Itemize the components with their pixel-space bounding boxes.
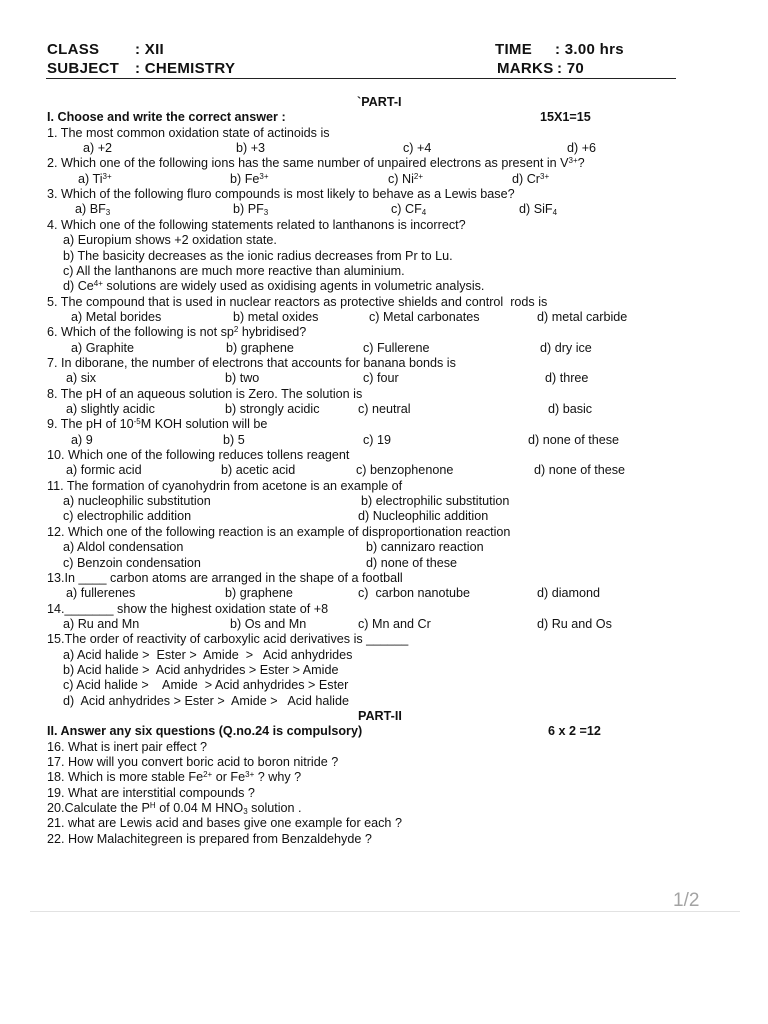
text-segment: c) Metal carbonates [369,309,480,324]
time-label: TIME [495,41,533,58]
text-segment: 21. what are Lewis acid and bases give one example for each ? [47,816,402,831]
text-segment: 3. Which of the following fluro compounds is most likely to behave as a Lewis base? [47,187,515,202]
text-line [0,187,768,202]
text-line [0,156,768,171]
text-segment: c) electrophilic addition [63,509,192,524]
text-segment: c) $CF_4$ [391,202,427,218]
text-segment: d) SiF$_4$ [519,202,558,218]
text-segment: a) formic acid [66,463,142,478]
text-line [0,786,768,801]
text-segment: a) Acid halide > Ester > Amide > Acid anhydrides [63,647,353,662]
text-segment: a) Graphite [71,340,134,355]
text-segment: 18. Which is more stable $Fe^{2+}$ or $Fe^{3+}$ ? why ? [47,770,302,785]
text-line [0,525,768,540]
text-segment: a) $Ti^{3+}$ [78,171,112,186]
text-segment: 17. How will you convert boric acid to boron nitride ? [47,755,339,769]
text-segment: a) Aldol condensation [63,540,184,555]
text-segment: d) dry ice [540,340,592,355]
text-segment: b) $Fe^{3+}$ [230,171,269,186]
text-line [0,571,768,586]
page-divider [30,911,740,912]
text-segment: 8. The pH of an aqueous solution is Zero. The solution is [47,386,363,401]
text-segment: 14._______ show the highest oxidation state of +8 [47,601,329,616]
text-segment: 7. In diborane, the number of electrons that accounts for banana bonds is [47,355,456,370]
text-segment: c) benzophenone [356,463,454,478]
text-line [0,341,768,356]
text-line [0,540,768,555]
text-line [0,141,768,156]
text-line [0,678,768,693]
text-line [0,172,768,187]
text-segment: b) cannizaro reaction [366,540,484,555]
text-segment: 19. What are interstitial compounds ? [47,785,255,800]
class-value: : XII [135,41,165,58]
text-segment: c) four [363,371,399,386]
text-line [0,233,768,248]
text-segment: 4. Which one of the following statements related to lanthanons is incorrect? [47,217,466,232]
marks-label: MARKS [497,60,554,77]
text-segment: b) $PF_3$ [233,202,269,218]
text-segment: d) diamond [537,586,601,601]
text-line [0,402,768,417]
text-segment: b) graphene [225,586,293,601]
text-segment: 20.Calculate the $P^H$ of 0.04 M $HNO_3$ solution . [47,801,302,817]
text-line [0,110,768,125]
text-segment: c) $Ni^{2+}$ [388,171,424,186]
text-line [0,463,768,478]
text-segment: c) Fullerene [363,340,430,355]
text-segment: a) slightly acidic [66,402,155,416]
subject-value: : CHEMISTRY [135,60,236,77]
text-segment: d) none of these [528,432,620,447]
text-segment: I. Choose and write the correct answer : [47,110,286,125]
text-segment: b) Os and Mn [230,616,307,631]
text-line [0,310,768,325]
text-line [0,724,768,739]
text-line [0,755,768,770]
text-segment: a) Europium shows +2 oxidation state. [63,233,277,248]
text-segment: a) six [66,371,97,386]
text-segment: PART-II [358,709,402,723]
text-segment: b) The basicity decreases as the ionic radius decreases from Pr to Lu. [63,248,453,263]
time-value: : 3.00 hrs [555,41,624,58]
text-segment: 9. The pH of $10^{-5}M$ KOH solution will be [47,417,268,432]
class-label: CLASS [47,41,100,58]
text-segment: c) Benzoin condensation [63,555,201,570]
page-indicator: 1/2 [673,890,700,911]
text-segment: c) All the lanthanons are much more reactive than aluminium. [63,263,405,278]
text-segment: d) three [545,371,589,386]
text-line [0,770,768,785]
text-segment: c) 19 [363,432,391,447]
text-segment: a) nucleophilic substitution [63,494,211,509]
header-rule [46,78,676,79]
text-segment: d) +6 [567,141,597,156]
text-segment: a) +2 [83,141,113,156]
text-segment: 15X1=15 [540,110,591,125]
text-segment: b) 5 [223,432,245,447]
text-segment: `PART-I [357,95,402,109]
text-line [0,249,768,264]
text-segment: 22. How Malachitegreen is prepared from Benzaldehyde ? [47,831,372,846]
text-line [0,387,768,402]
text-line [0,801,768,816]
text-segment: b) two [225,371,260,386]
text-segment: 6 x 2 =12 [548,724,601,739]
text-line [0,126,768,141]
text-segment: a) $BF_3$ [75,202,111,218]
text-segment: c) Mn and Cr [358,616,431,631]
text-segment: 5. The compound that is used in nuclear reactors as protective shields and control rods is [47,294,548,309]
text-line [0,295,768,310]
text-segment: c) +4 [403,141,432,156]
text-segment: II. Answer any six questions (Q.no.24 is compulsory) [47,724,363,739]
text-line [0,264,768,279]
text-segment: 13.In ____ carbon atoms are arranged in the shape of a football [47,570,403,585]
text-line [0,740,768,755]
text-line [0,709,768,724]
text-segment: b) strongly acidic [225,402,320,416]
marks-value: : 70 [557,60,585,77]
text-segment: 1. The most common oxidation state of actinoids is [47,125,330,140]
text-line [0,602,768,617]
text-line [0,509,768,524]
text-line [0,556,768,571]
text-segment: b) graphene [226,340,294,355]
text-segment: d) $Ce^{4+}$ solutions are widely used as oxidising agents in volumetric analysis. [63,279,485,294]
text-segment: 6. Which of the following is not $sp^2$ hybridised? [47,325,307,340]
text-segment: b) metal oxides [233,309,319,324]
text-segment: c) carbon nanotube [358,586,471,601]
text-line [0,694,768,709]
text-line [0,371,768,386]
text-segment: 16. What is inert pair effect ? [47,739,208,754]
text-segment: a) Ru and Mn [63,616,140,631]
text-segment: d) none of these [534,463,626,478]
text-segment: d) Acid anhydrides > Ester > Amide > Acid halide [63,693,349,708]
text-segment: d) basic [548,402,593,416]
text-segment: 12. Which one of the following reaction is an example of disproportionation reaction [47,524,511,539]
text-segment: b) acetic acid [221,463,296,478]
text-segment: c) neutral [358,402,411,416]
text-segment: 11. The formation of cyanohydrin from acetone is an example of [47,478,403,493]
text-segment: 2. Which one of the following ions has the same number of unpaired electrons as present in $V^{3+}$? [47,156,585,171]
text-line [0,325,768,340]
text-segment: 10. Which one of the following reduces tollens reagent [47,448,350,463]
text-segment: a) fullerenes [66,586,136,601]
text-line [0,479,768,494]
text-line [0,356,768,371]
text-line [0,494,768,509]
text-line [0,586,768,601]
text-segment: d) $Cr^{3+}$ [512,171,550,186]
text-line [0,95,768,110]
text-segment: a) 9 [71,432,93,447]
text-segment: d) metal carbide [537,309,628,324]
text-line [0,617,768,632]
text-line [0,433,768,448]
text-line [0,202,768,217]
subject-label: SUBJECT [47,60,120,77]
text-line [0,832,768,847]
text-segment: a) Metal borides [71,309,162,324]
text-line [0,816,768,831]
text-segment: d) none of these [366,555,458,570]
text-line [0,218,768,233]
text-line [0,417,768,432]
text-segment: c) Acid halide > Amide > Acid anhydrides > Ester [63,678,349,693]
text-segment: d) Nucleophilic addition [358,509,489,524]
text-line [0,279,768,294]
text-segment: b) +3 [236,141,266,156]
text-line [0,448,768,463]
text-segment: b) Acid halide > Acid anhydrides > Ester > Amide [63,662,339,677]
text-segment: d) Ru and Os [537,616,612,631]
text-segment: b) electrophilic substitution [361,494,510,509]
text-line [0,663,768,678]
text-line [0,648,768,663]
text-line [0,632,768,647]
text-segment: 15.The order of reactivity of carboxylic acid derivatives is ______ [47,632,409,647]
